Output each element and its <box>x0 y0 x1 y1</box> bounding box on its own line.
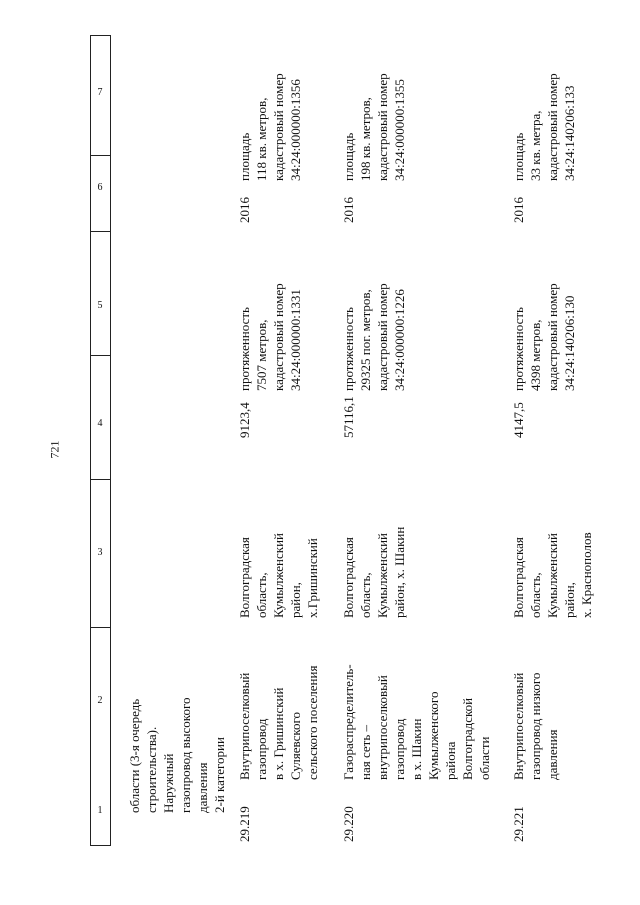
rotated-table <box>90 35 602 846</box>
row-29220-year: 2016 <box>341 197 356 223</box>
row-29219-cost: 9123,4 <box>237 402 252 438</box>
row-29219-land: площадь 118 кв. метров, кадастровый номер 34:24:000000:1356 <box>237 73 303 181</box>
page-number: 721 <box>47 440 62 459</box>
row-29221-name: Внутрипоселковый газопровод низкого давления <box>511 672 560 780</box>
row-29221-cost: 4147,5 <box>511 402 526 438</box>
row-continuation-name: области (3-я очередь строительства). Наружный газопровод высокого давления 2-й категории <box>127 697 227 813</box>
column-header-5: 5 <box>97 300 103 311</box>
row-29221-location: Волгоградская область, Кумылженский район, х. Краснополов <box>511 532 594 618</box>
column-header-3: 3 <box>97 547 103 558</box>
row-29220-name: Газораспределитель- ная сеть – внутрипоселковый газопровод в х. Шакин Кумылженского района Волгоградской области <box>341 664 492 780</box>
row-29221-characteristics: протяженность 4398 метров, кадастровый номер 34:24:140206:130 <box>511 283 577 391</box>
row-29220-number: 29.220 <box>341 806 356 842</box>
row-29220-characteristics: протяженность 29325 пог. метров, кадастровый номер 34:24:000000:1226 <box>341 283 407 391</box>
row-29220-cost: 57116,1 <box>341 396 356 438</box>
column-header-7: 7 <box>97 87 103 98</box>
row-29221-number: 29.221 <box>511 806 526 842</box>
row-29219-year: 2016 <box>237 197 252 223</box>
column-header-1: 1 <box>97 805 103 816</box>
column-header-2: 2 <box>97 695 103 706</box>
column-header-4: 4 <box>97 418 103 429</box>
row-29221-land: площадь 33 кв. метра, кадастровый номер 34:24:140206:133 <box>511 73 577 181</box>
row-29221-year: 2016 <box>511 197 526 223</box>
row-29220-location: Волгоградская область, Кумылженский район, х. Шакин <box>341 526 407 618</box>
row-29220-land: площадь 198 кв. метров, кадастровый номер 34:24:000000:1355 <box>341 73 407 181</box>
column-header-6: 6 <box>97 182 103 193</box>
row-29219-characteristics: протяженность 7507 метров, кадастровый номер 34:24:000000:1331 <box>237 283 303 391</box>
row-29219-location: Волгоградская область, Кумылженский район, х.Гришинский <box>237 532 320 618</box>
row-29219-name: Внутрипоселковый газопровод в х. Гришинский Суляевского сельского поселения <box>237 665 320 780</box>
row-29219-number: 29.219 <box>237 806 252 842</box>
